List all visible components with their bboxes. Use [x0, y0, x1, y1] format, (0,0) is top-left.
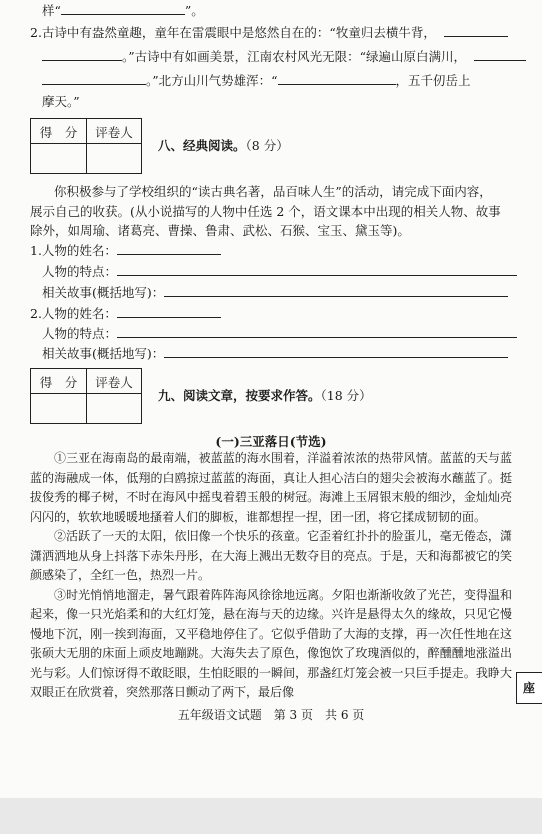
- answer-blank[interactable]: [42, 72, 146, 85]
- score-box-9: [30, 368, 142, 424]
- item-2-trait-row: [42, 325, 517, 342]
- q2-line-4: [42, 94, 80, 110]
- item-1-name-label: 1.人物的姓名：: [30, 243, 117, 258]
- q2-text-c: 。”北方山川气势雄浑：“: [146, 73, 278, 88]
- answer-blank[interactable]: [117, 263, 517, 276]
- prev-question-line: [42, 2, 204, 19]
- score-box-divider: [31, 393, 141, 394]
- item-2-name-row: [30, 305, 221, 322]
- q2-line-3: [42, 72, 471, 89]
- answer-blank[interactable]: [117, 305, 221, 318]
- paragraph-1: ①三亚在海南岛的最南端，被蓝蓝的海水围着，洋溢着浓浓的热带风情。蓝蓝的天与蓝蓝的海融成一体，低翔的白鸥掠过蓝蓝的海面，真让人担心洁白的翅尖会被海水蘸蓝了。挺拔俊秀的椰子树，不时在海风中摇曳着碧玉般的树冠。海滩上玉屑银末般的细沙，金灿灿亮闪闪的，软软地暖暖地搔着人们的脚板，谁都想捏一捏，团一团，将它揉成韧韧的面。: [30, 451, 512, 524]
- item-2-name-label: 2.人物的姓名：: [30, 306, 117, 321]
- q2-text-d: ，五千仞岳上: [395, 73, 471, 88]
- answer-blank[interactable]: [117, 325, 517, 338]
- paragraph-2: ②活跃了一天的太阳，依旧像一个快乐的孩童。它歪着红扑扑的脸蛋儿，毫无倦态，潇潇洒洒地从身上抖落下赤朱丹彤，在大海上溅出无数夺目的亮点。于是，天和海都被它的笑颜感染了，全红一色，热烈一片。: [30, 529, 512, 582]
- item-1-story-row: [42, 284, 508, 301]
- section-8-intro: 展示自己的收获。(从小说描写的人物中任选 2 个，语文课本中出现的相关人物、故事: [30, 204, 501, 219]
- section-9-points: （18 分）: [320, 388, 372, 403]
- score-box-divider: [86, 369, 87, 423]
- answer-blank[interactable]: [164, 284, 508, 297]
- section-8-points: （8 分）: [245, 138, 289, 153]
- q2-text-e: 摩天。”: [42, 94, 80, 109]
- grader-label: 评卷人: [95, 125, 133, 140]
- q2-line-2: [42, 48, 526, 65]
- score-label: 得 分: [39, 125, 78, 140]
- answer-blank[interactable]: [117, 242, 221, 255]
- seat-number-box: [516, 672, 542, 704]
- section-8-heading: [158, 136, 289, 154]
- answer-blank[interactable]: [474, 48, 526, 61]
- section-9-heading: [158, 386, 372, 404]
- section-8-intro: 你积极参与了学校组织的“读古典名著，品百味人生”的活动，请完成下面内容，: [54, 184, 492, 199]
- prev-question-suffix: ”。: [184, 3, 204, 18]
- page-footer: 五年级语文试题 第 3 页 共 6 页: [177, 708, 365, 722]
- section-9-title: 九、阅读文章，按要求作答。: [158, 388, 321, 403]
- section-8-title: 八、经典阅读。: [158, 138, 246, 153]
- item-1-trait-row: [42, 263, 517, 280]
- item-2-story-row: [42, 345, 508, 362]
- score-box-divider: [31, 143, 141, 144]
- item-2-story-label: 相关故事(概括地写)：: [42, 346, 165, 361]
- answer-blank[interactable]: [42, 48, 122, 61]
- item-1-name-row: [30, 242, 221, 259]
- article-title: (一)三亚落日(节选): [215, 434, 327, 449]
- article-body: [30, 449, 512, 703]
- q2-line-1: [30, 24, 508, 41]
- q2-text-b: 。”古诗中有如画美景，江南农村风光无限：“绿遍山原白满川，: [122, 49, 467, 64]
- score-box-divider: [86, 119, 87, 173]
- answer-blank[interactable]: [61, 2, 185, 15]
- item-1-story-label: 相关故事(概括地写)：: [42, 285, 165, 300]
- prev-question-prefix: 样“: [42, 3, 61, 18]
- answer-blank[interactable]: [444, 24, 508, 37]
- item-1-trait-label: 人物的特点：: [42, 264, 118, 279]
- section-8-intro: 除外，如周瑜、诸葛亮、曹操、鲁肃、武松、石猴、宝玉、黛玉等)。: [30, 223, 410, 238]
- paragraph-3: ③时光悄悄地溜走，暑气跟着阵阵海风徐徐地远离。夕阳也渐渐收敛了光芒，变得温和起来，像一只光焰柔和的大红灯笼，悬在海与天的边缘。兴许是悬得太久的缘故，只见它慢慢地下沉，刚一挨到海面，又平稳地停住了。它似乎借助了大海的支撑，再一次任性地在这张硕大无朋的床面上顽皮地蹦跳。大海失去了原色，像饱饮了玫瑰酒似的，醉醺醺地涨溢出光与彩。人们惊讶得不敢眨眼，生怕眨眼的一瞬间，那盏红灯笼会被一只巨手提走。我睁大双眼正在欣赏着，突然那落日颤动了两下，最后像: [30, 587, 512, 699]
- q2-text-a: 2.古诗中有盎然童趣，童年在雷震眼中是悠然自在的：“牧童归去横牛背，: [30, 25, 436, 40]
- answer-blank[interactable]: [278, 72, 396, 85]
- answer-blank[interactable]: [164, 345, 508, 358]
- score-box-8: [30, 118, 142, 174]
- score-label: 得 分: [39, 375, 78, 390]
- grader-label: 评卷人: [95, 375, 133, 390]
- item-2-trait-label: 人物的特点：: [42, 326, 118, 341]
- seat-label: 座: [523, 681, 536, 695]
